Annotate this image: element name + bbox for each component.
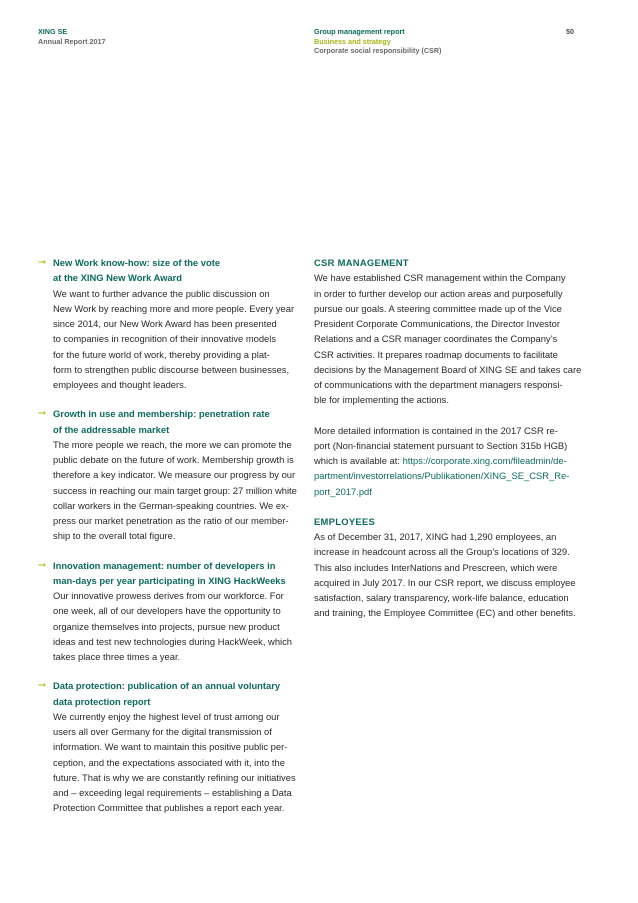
company-name: XING SE xyxy=(38,27,68,36)
csr-report-paragraph: More detailed information is contained in the 2017 CSR re- port (Non-financial statement pursuant to Section 315b HGB) which is available at: https://corporate.xing.com/fileadmin/de- partment/investorrelations/Publikationen/XING_SE_CSR_Re- port_2017.pdf xyxy=(314,423,589,499)
arrow-right-icon: ➞ xyxy=(38,257,47,268)
subsection-title: Business and strategy xyxy=(314,36,391,46)
kpi-title: Innovation management: number of developers in man-days per year participating in XING HackWeeks xyxy=(53,559,286,586)
csr-report-link[interactable]: port_2017.pdf xyxy=(314,485,372,497)
arrow-right-icon: ➞ xyxy=(38,559,47,571)
left-column xyxy=(38,255,306,830)
kpi-title: Growth in use and membership: penetration rate of the addressable market xyxy=(53,408,270,435)
kpi-item xyxy=(38,558,306,665)
header-left xyxy=(38,27,106,46)
kpi-title: New Work know-how: size of the vote at the XING New Work Award xyxy=(53,257,221,284)
right-column xyxy=(314,255,589,636)
kpi-body: The more people we reach, the more we can promote the public debate on the future of work. Membership growth is therefore a key indicator. We measure our progress by our success in reaching our main target group: 27 million white collar workers in the German-speaking countries. We ex- press our market penetration as the ratio of our member- ship to the overall total figure. xyxy=(53,438,297,542)
page-number: 50 xyxy=(566,27,574,36)
section-title: Group management report xyxy=(314,27,405,36)
kpi-body: We want to further advance the public discussion on New Work by reaching more and more people. Every year since 2014, our New Work Award has been presented to companies in recognition of their innovative models for the future world of work, thereby providing a plat- form to strengthen public discourse between businesses, employees and thought leaders. xyxy=(53,287,295,390)
employees-heading: EMPLOYEES xyxy=(314,515,376,527)
csr-management-paragraph: We have established CSR management within the Company in order to further develop our action areas and purposefully pursue our goals. A steering committee made up of the Vice President Corporate Communications, the Director Investor Relations and a CSR manager coordinates the Company’s CSR activities. It prepares roadmap documents to facilitate decisions by the Management Board of XING SE and takes care of communications with the department managers responsi- ble for implementing the actions. xyxy=(314,272,582,406)
arrow-right-icon: ➞ xyxy=(38,408,47,420)
csr-report-link[interactable]: https://corporate.xing.com/fileadmin/de- xyxy=(402,455,567,466)
csr-report-link[interactable]: partment/investorrelations/Publikationen/XING_SE_CSR_Re- xyxy=(314,470,570,482)
kpi-item xyxy=(38,255,306,392)
kpi-body: Our innovative prowess derives from our workforce. For one week, all of our developers have the opportunity to organize themselves into projects, pursue new product ideas and test new technologies during HackWeek, which takes place three times a year. xyxy=(53,590,293,662)
chapter-title: Corporate social responsibility (CSR) xyxy=(314,46,442,56)
employees-paragraph: As of December 31, 2017, XING had 1,290 employees, an increase in headcount across all the Group’s locations of 329. This also includes InterNations and Prescreen, which were acquired in July 2017. In our CSR report, we discuss employee satisfaction, salary transparency, work-life balance, education and training, the Employee Committee (EC) and other benefits. xyxy=(314,531,576,619)
arrow-right-icon: ➞ xyxy=(38,680,47,692)
csr-management-heading: CSR MANAGEMENT xyxy=(314,257,409,268)
kpi-title: Data protection: publication of an annual voluntary data protection report xyxy=(53,680,281,707)
kpi-item xyxy=(38,678,306,815)
report-name: Annual Report 2017 xyxy=(38,36,106,46)
kpi-body: We currently enjoy the highest level of trust among our users all over Germany for the digital transmission of information. We want to maintain this positive public per- ception, and the expectations associated with it, into the future. That is why we are constantly refining our initiatives and – exceeding legal requirements – establishing a Data Protection Committee that publishes a report each year. xyxy=(53,710,296,814)
header-breadcrumb xyxy=(314,27,441,56)
kpi-item xyxy=(38,406,306,543)
